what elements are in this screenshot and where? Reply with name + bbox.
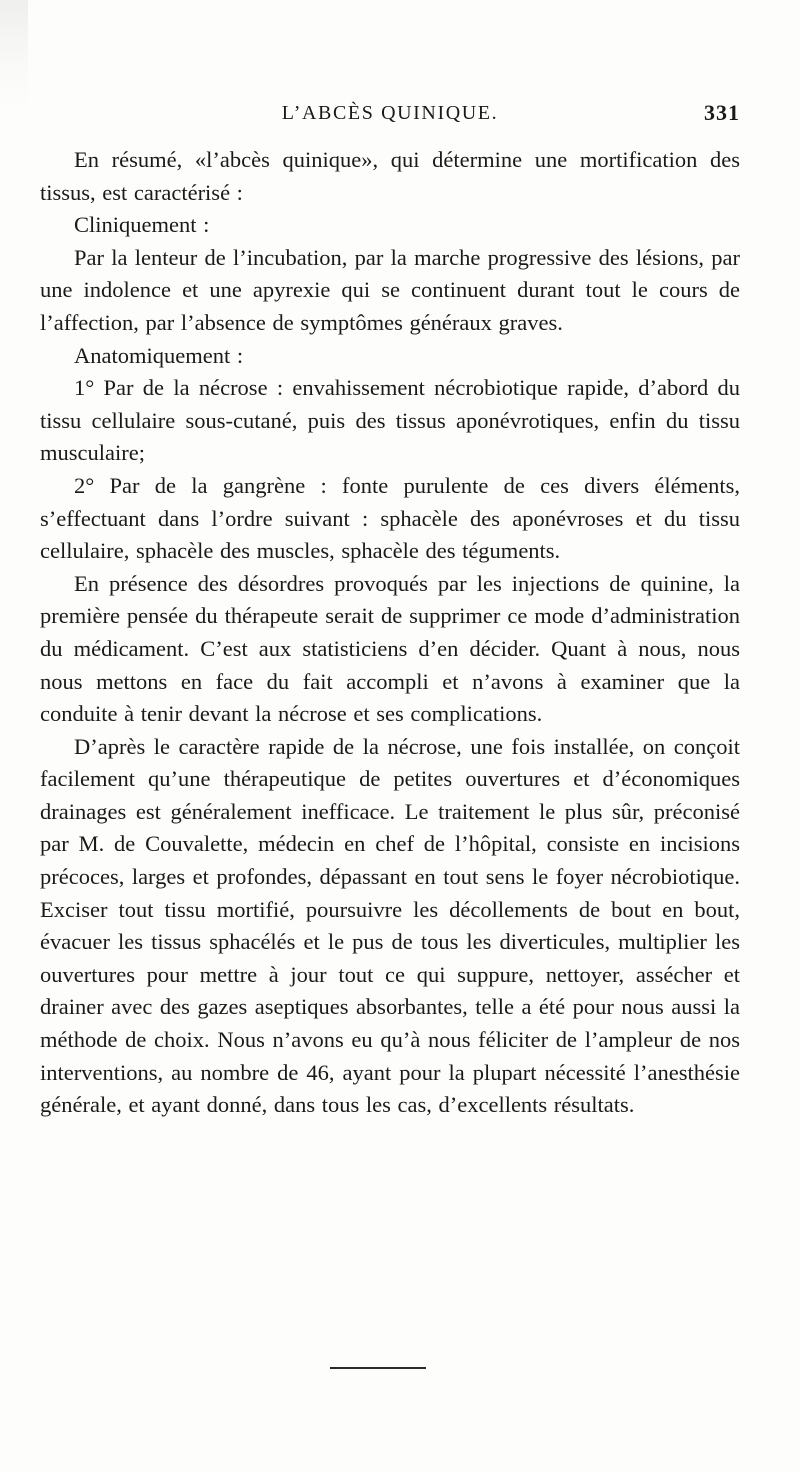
paragraph-summary: En résumé, «l’abcès quinique», qui détermine une mortification des tissus, est caractérisé : <box>40 147 740 205</box>
paragraph-gangrene: 2° Par de la gangrène : fonte purulente de ces divers éléments, s’effectuant dans l’ordre suivant : sphacèle des aponévroses et du tissu cellulaire, sphacèle des muscles, sphacèle des téguments. <box>40 472 740 564</box>
running-header <box>40 96 740 130</box>
running-title: L’ABCÈS QUINIQUE. <box>281 101 499 124</box>
paragraph-treatment: D’après le caractère rapide de la nécrose, une fois installée, on conçoit facilement qu’une thérapeutique de petites ouvertures et d’économiques drainages est généralement inefficace. Le traitement le plus sûr, préconisé par M. de Couvalette, médecin en chef de l’hôpital, consiste en incisions précoces, larges et profondes, dépassant en tout sens le foyer nécrobiotique. Exciser tout tissu mortifié, poursuivre les décollements de bout en bout, évacuer les tissus sphacélés et le pus de tous les diverticules, multiplier les ouvertures pour mettre à jour tout ce qui suppure, nettoyer, assécher et drainer avec des gazes aseptiques absorbantes, telle a été pour nous aussi la méthode de choix. Nous n’avons eu qu’à nous féliciter de l’ampleur de nos interventions, au nombre de 46, ayant pour la plupart nécessité l’anesthésie générale, et ayant donné, dans tous les cas, d’excellents résultats. <box>40 733 740 1118</box>
paragraph-injections: En présence des désordres provoqués par les injections de quinine, la première pensée du thérapeute serait de supprimer ce mode d’administration du médicament. C’est aux statisticiens d’en décider. Quant à nous, nous nous mettons en face du fait accompli et n’avons à examiner que la conduite à tenir devant la nécrose et ses complications. <box>40 570 740 727</box>
page-edge-shadow <box>0 0 28 110</box>
body-text <box>40 144 740 1122</box>
closing-rule <box>330 1367 426 1369</box>
paragraph-anatomical-heading: Anatomiquement : <box>74 342 244 368</box>
paragraph-necrosis: 1° Par de la nécrose : envahissement nécrobiotique rapide, d’abord du tissu cellulaire sous-cutané, puis des tissus aponévrotiques, enfin du tissu musculaire; <box>40 375 740 466</box>
paragraph-clinical-heading: Cliniquement : <box>74 212 210 238</box>
page-number: 331 <box>704 100 740 125</box>
paragraph-clinical: Par la lenteur de l’incubation, par la marche progressive des lésions, par une indolence et une apyrexie qui se continuent durant tout le cours de l’affection, par l’absence de symptômes généraux graves. <box>40 244 740 335</box>
